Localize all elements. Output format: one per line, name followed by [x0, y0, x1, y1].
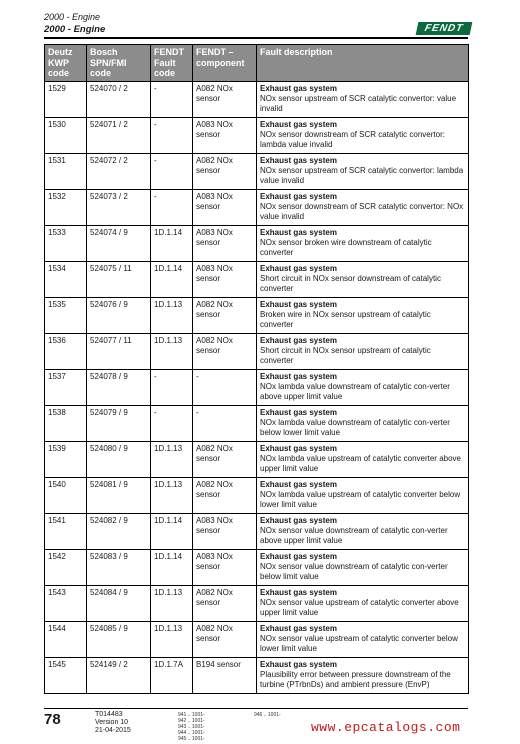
cell-kwp: 1537	[45, 370, 87, 406]
cell-spn: 524076 / 9	[87, 298, 151, 334]
cell-spn: 524071 / 2	[87, 118, 151, 154]
cell-spn: 524083 / 9	[87, 550, 151, 586]
cell-spn: 524081 / 9	[87, 478, 151, 514]
serial-code: 945 .. 1001-	[178, 736, 205, 742]
cell-fendt: -	[151, 154, 193, 190]
fault-text: Broken wire in NOx sensor upstream of catalytic converter	[260, 310, 431, 329]
fault-text: Short circuit in NOx sensor upstream of catalytic converter	[260, 346, 431, 365]
cell-fendt: 1D.1.13	[151, 478, 193, 514]
cell-kwp: 1538	[45, 406, 87, 442]
serial-code-right: 946 .. 1001-	[254, 712, 281, 718]
cell-component: A082 NOx sensor	[193, 298, 257, 334]
cell-component: A082 NOx sensor	[193, 442, 257, 478]
cell-component: A083 NOx sensor	[193, 550, 257, 586]
serial-codes	[178, 712, 205, 742]
cell-description	[257, 622, 469, 658]
table-row	[45, 334, 469, 370]
cell-spn: 524073 / 2	[87, 190, 151, 226]
cell-spn: 524070 / 2	[87, 82, 151, 118]
cell-description	[257, 658, 469, 694]
cell-kwp: 1536	[45, 334, 87, 370]
doc-version: Version 10	[95, 719, 129, 726]
fault-title: Exhaust gas system	[260, 336, 337, 345]
cell-spn: 524084 / 9	[87, 586, 151, 622]
cell-fendt: -	[151, 118, 193, 154]
table-row	[45, 154, 469, 190]
table-body	[45, 82, 469, 694]
cell-description	[257, 298, 469, 334]
cell-description	[257, 190, 469, 226]
cell-component: -	[193, 406, 257, 442]
cell-spn: 524082 / 9	[87, 514, 151, 550]
cell-description	[257, 406, 469, 442]
cell-fendt: 1D.1.13	[151, 442, 193, 478]
cell-fendt: 1D.1.13	[151, 622, 193, 658]
cell-fendt: 1D.1.14	[151, 226, 193, 262]
cell-spn: 524072 / 2	[87, 154, 151, 190]
table-row	[45, 262, 469, 298]
fault-text: NOx sensor value upstream of catalytic converter above upper limit value	[260, 598, 459, 617]
cell-component: A083 NOx sensor	[193, 190, 257, 226]
table-row	[45, 514, 469, 550]
fault-title: Exhaust gas system	[260, 156, 337, 165]
fault-title: Exhaust gas system	[260, 588, 337, 597]
cell-component: A083 NOx sensor	[193, 262, 257, 298]
cell-component: A082 NOx sensor	[193, 82, 257, 118]
cell-kwp: 1544	[45, 622, 87, 658]
cell-description	[257, 514, 469, 550]
cell-kwp: 1535	[45, 298, 87, 334]
table-row	[45, 298, 469, 334]
fault-title: Exhaust gas system	[260, 516, 337, 525]
cell-component: A082 NOx sensor	[193, 478, 257, 514]
table-row	[45, 370, 469, 406]
cell-spn: 524085 / 9	[87, 622, 151, 658]
cell-description	[257, 586, 469, 622]
cell-component: A082 NOx sensor	[193, 622, 257, 658]
fault-text: NOx sensor value downstream of catalytic con-verter below limit value	[260, 562, 448, 581]
fault-title: Exhaust gas system	[260, 444, 337, 453]
cell-kwp: 1531	[45, 154, 87, 190]
cell-spn: 524149 / 2	[87, 658, 151, 694]
cell-kwp: 1543	[45, 586, 87, 622]
fault-title: Exhaust gas system	[260, 264, 337, 273]
fault-text: NOx sensor downstream of SCR catalytic convertor: lambda value invalid	[260, 130, 445, 149]
header-main-title: 2000 - Engine	[44, 24, 106, 35]
table-row	[45, 658, 469, 694]
cell-kwp: 1540	[45, 478, 87, 514]
fault-text: NOx sensor value upstream of catalytic converter below lower limit value	[260, 634, 458, 653]
fault-text: NOx sensor upstream of SCR catalytic convertor: value invalid	[260, 94, 457, 113]
fault-text: NOx sensor broken wire downstream of catalytic converter	[260, 238, 432, 257]
doc-id: T014483	[95, 711, 123, 718]
cell-description	[257, 334, 469, 370]
cell-description	[257, 82, 469, 118]
watermark-link[interactable]: www.epcatalogs.com	[311, 720, 461, 735]
serial-code: 941 .. 1001-	[178, 712, 205, 718]
cell-component: A083 NOx sensor	[193, 514, 257, 550]
fault-code-table	[44, 44, 469, 694]
cell-description	[257, 262, 469, 298]
header-top-title: 2000 - Engine	[44, 12, 101, 22]
fault-text: NOx lambda value downstream of catalytic con-verter above upper limit value	[260, 382, 450, 401]
cell-kwp: 1532	[45, 190, 87, 226]
doc-info	[95, 711, 131, 735]
cell-description	[257, 550, 469, 586]
fault-title: Exhaust gas system	[260, 192, 337, 201]
cell-spn: 524080 / 9	[87, 442, 151, 478]
fault-title: Exhaust gas system	[260, 300, 337, 309]
fault-text: NOx lambda value upstream of catalytic converter below lower limit value	[260, 490, 461, 509]
fault-text: NOx sensor downstream of SCR catalytic convertor: NOx value invalid	[260, 202, 464, 221]
cell-fendt: -	[151, 82, 193, 118]
cell-spn: 524075 / 11	[87, 262, 151, 298]
fendt-logo: FENDT	[416, 22, 473, 35]
cell-kwp: 1534	[45, 262, 87, 298]
fault-title: Exhaust gas system	[260, 228, 337, 237]
cell-spn: 524074 / 9	[87, 226, 151, 262]
cell-fendt: 1D.1.14	[151, 514, 193, 550]
serial-code: 942 .. 1001-	[178, 718, 205, 724]
cell-kwp: 1545	[45, 658, 87, 694]
fault-text: NOx sensor value downstream of catalytic con-verter above upper limit value	[260, 526, 448, 545]
cell-description	[257, 478, 469, 514]
cell-component: A082 NOx sensor	[193, 586, 257, 622]
cell-spn: 524079 / 9	[87, 406, 151, 442]
cell-description	[257, 226, 469, 262]
cell-fendt: -	[151, 370, 193, 406]
table-row	[45, 550, 469, 586]
fault-title: Exhaust gas system	[260, 480, 337, 489]
cell-kwp: 1542	[45, 550, 87, 586]
col-header-spn: Bosch SPN/FMI code	[87, 45, 151, 82]
cell-component: A082 NOx sensor	[193, 334, 257, 370]
cell-kwp: 1530	[45, 118, 87, 154]
table-row	[45, 406, 469, 442]
cell-fendt: 1D.1.13	[151, 334, 193, 370]
table-row	[45, 226, 469, 262]
table-row	[45, 118, 469, 154]
page-number: 78	[44, 711, 61, 728]
cell-component: A082 NOx sensor	[193, 154, 257, 190]
cell-fendt: -	[151, 406, 193, 442]
footer-rule	[44, 708, 468, 709]
fault-title: Exhaust gas system	[260, 84, 337, 93]
fault-title: Exhaust gas system	[260, 660, 337, 669]
cell-description	[257, 118, 469, 154]
table-header-row	[45, 45, 469, 82]
cell-component: B194 sensor	[193, 658, 257, 694]
table-row	[45, 442, 469, 478]
cell-fendt: -	[151, 190, 193, 226]
fault-title: Exhaust gas system	[260, 372, 337, 381]
cell-fendt: 1D.1.7A	[151, 658, 193, 694]
cell-fendt: 1D.1.13	[151, 586, 193, 622]
table-row	[45, 622, 469, 658]
cell-fendt: 1D.1.14	[151, 262, 193, 298]
cell-description	[257, 154, 469, 190]
col-header-fendt: FENDT Fault code	[151, 45, 193, 82]
fault-text: Plausibility error between pressure downstream of the turbine (PTrbnDs) and ambient pressure (EnvP)	[260, 670, 451, 689]
col-header-kwp: Deutz KWP code	[45, 45, 87, 82]
cell-kwp: 1541	[45, 514, 87, 550]
cell-description	[257, 370, 469, 406]
cell-spn: 524077 / 11	[87, 334, 151, 370]
fault-text: NOx sensor upstream of SCR catalytic convertor: lambda value invalid	[260, 166, 464, 185]
doc-date: 21-04-2015	[95, 727, 131, 734]
table-row	[45, 478, 469, 514]
cell-fendt: 1D.1.13	[151, 298, 193, 334]
cell-kwp: 1529	[45, 82, 87, 118]
fault-title: Exhaust gas system	[260, 552, 337, 561]
fault-text: NOx lambda value upstream of catalytic converter above upper limit value	[260, 454, 461, 473]
cell-component: -	[193, 370, 257, 406]
cell-component: A083 NOx sensor	[193, 226, 257, 262]
fault-title: Exhaust gas system	[260, 408, 337, 417]
col-header-description: Fault description	[257, 45, 469, 82]
serial-code: 943 .. 1001-	[178, 724, 205, 730]
fault-text: Short circuit in NOx sensor downstream of catalytic converter	[260, 274, 441, 293]
col-header-component: FENDT – component	[193, 45, 257, 82]
fault-title: Exhaust gas system	[260, 624, 337, 633]
serial-code: 944 .. 1001-	[178, 730, 205, 736]
fault-title: Exhaust gas system	[260, 120, 337, 129]
cell-description	[257, 442, 469, 478]
fault-text: NOx lambda value downstream of catalytic con-verter below lower limit value	[260, 418, 450, 437]
cell-kwp: 1539	[45, 442, 87, 478]
cell-kwp: 1533	[45, 226, 87, 262]
cell-spn: 524078 / 9	[87, 370, 151, 406]
table-row	[45, 586, 469, 622]
cell-component: A083 NOx sensor	[193, 118, 257, 154]
header-rule	[44, 37, 468, 39]
table-row	[45, 82, 469, 118]
table-row	[45, 190, 469, 226]
cell-fendt: 1D.1.14	[151, 550, 193, 586]
